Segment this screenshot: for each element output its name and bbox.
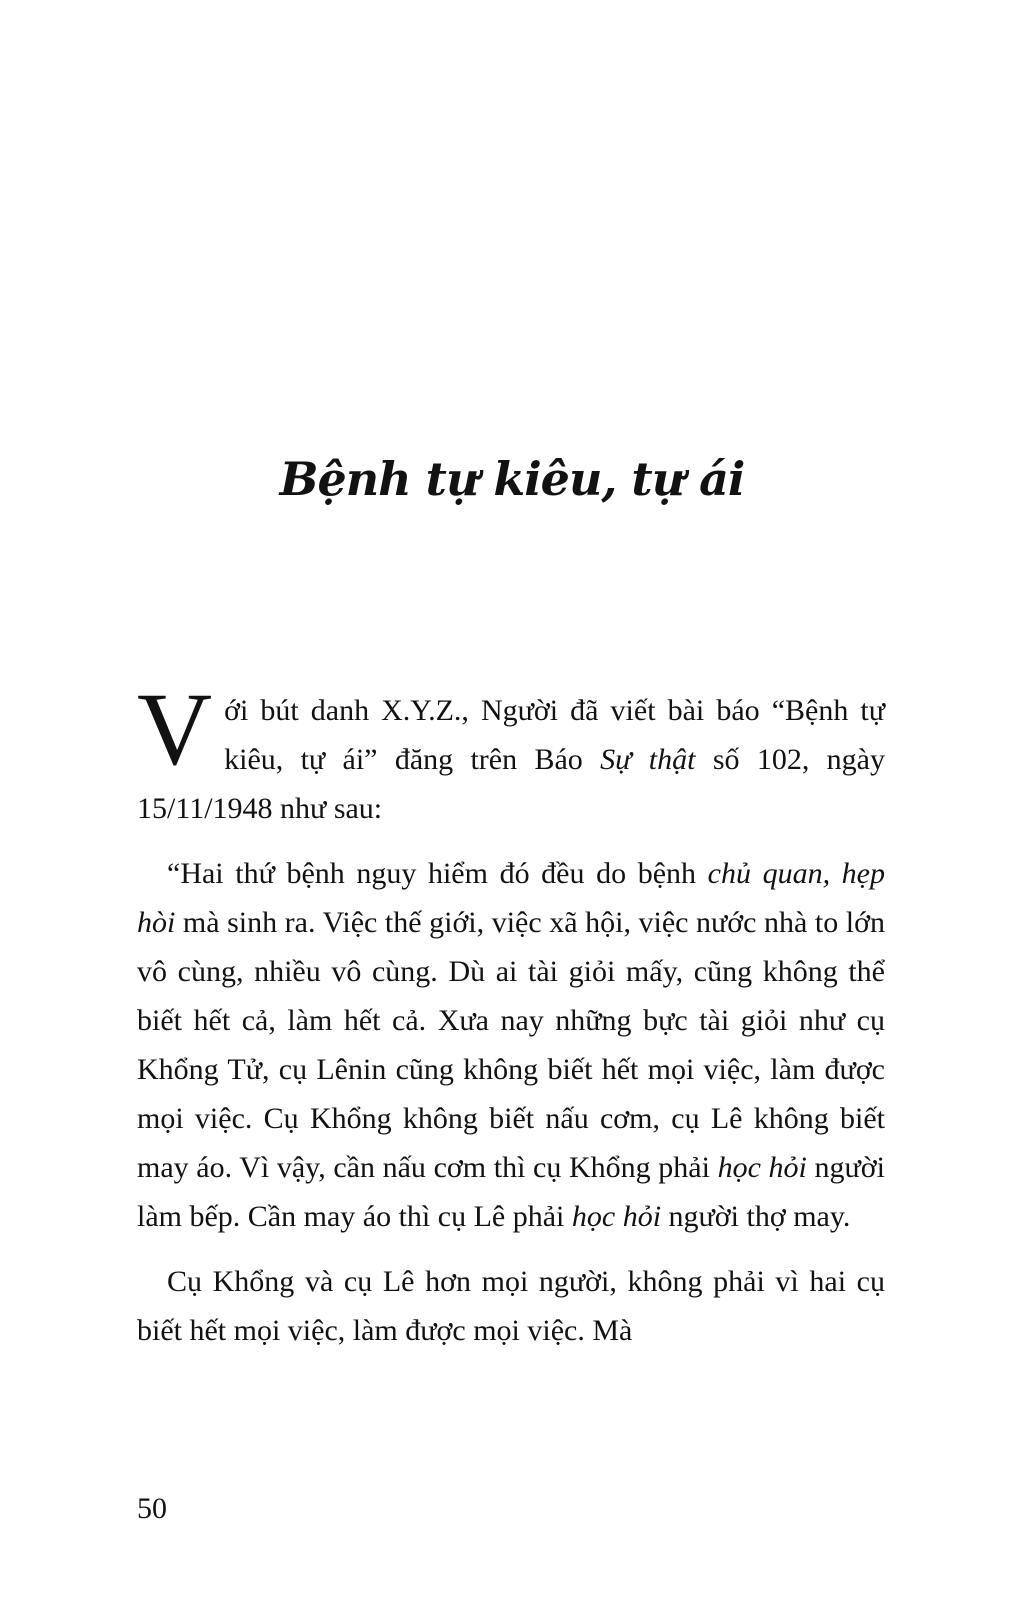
dropcap-letter: V <box>137 672 213 787</box>
paragraph-quote <box>137 849 885 1241</box>
paragraph-intro <box>137 672 885 833</box>
text-run: số 102, ngày 15/11/1948 như sau: <box>137 743 885 825</box>
text-run-italic: học hỏi <box>571 1200 662 1233</box>
page-body <box>137 672 885 1355</box>
text-run: “Hai thứ bệnh nguy hiểm đó đều do bệnh <box>167 857 708 890</box>
text-run: Cụ Khổng và cụ Lê hơn mọi người, không phải vì hai cụ biết hết mọi việc, làm được mọi việc. Mà <box>137 1265 885 1347</box>
text-run-italic: Sự thật <box>600 743 696 776</box>
text-run-italic: chủ quan, hẹp hòi <box>137 857 885 939</box>
text-run: ới bút danh X.Y.Z., Người đã viết bài báo “Bệnh tự kiêu, tự ái” đăng trên Báo <box>224 694 885 776</box>
text-run: mà sinh ra. Việc thế giới, việc xã hội, việc nước nhà to lớn vô cùng, nhiều vô cùng. Dù ai tài giỏi mấy, cũng không thể biết hết cả, làm hết cả. Xưa nay những bực tài giỏi như cụ Khổng Tử, cụ Lênin cũng không biết hết mọi việc, làm được mọi việc. Cụ Khổng không biết nấu cơm, cụ Lê không biết may áo. Vì vậy, cần nấu cơm thì cụ Khổng phải <box>137 906 885 1184</box>
paragraph-closing <box>137 1257 885 1355</box>
text-run: người làm bếp. Cần may áo thì cụ Lê phải <box>137 1151 885 1233</box>
page-number: 50 <box>137 1492 167 1525</box>
text-run: người thợ may. <box>661 1200 851 1233</box>
text-run-italic: học hỏi <box>717 1151 807 1184</box>
chapter-title: Bệnh tự kiêu, tự ái <box>279 452 745 506</box>
